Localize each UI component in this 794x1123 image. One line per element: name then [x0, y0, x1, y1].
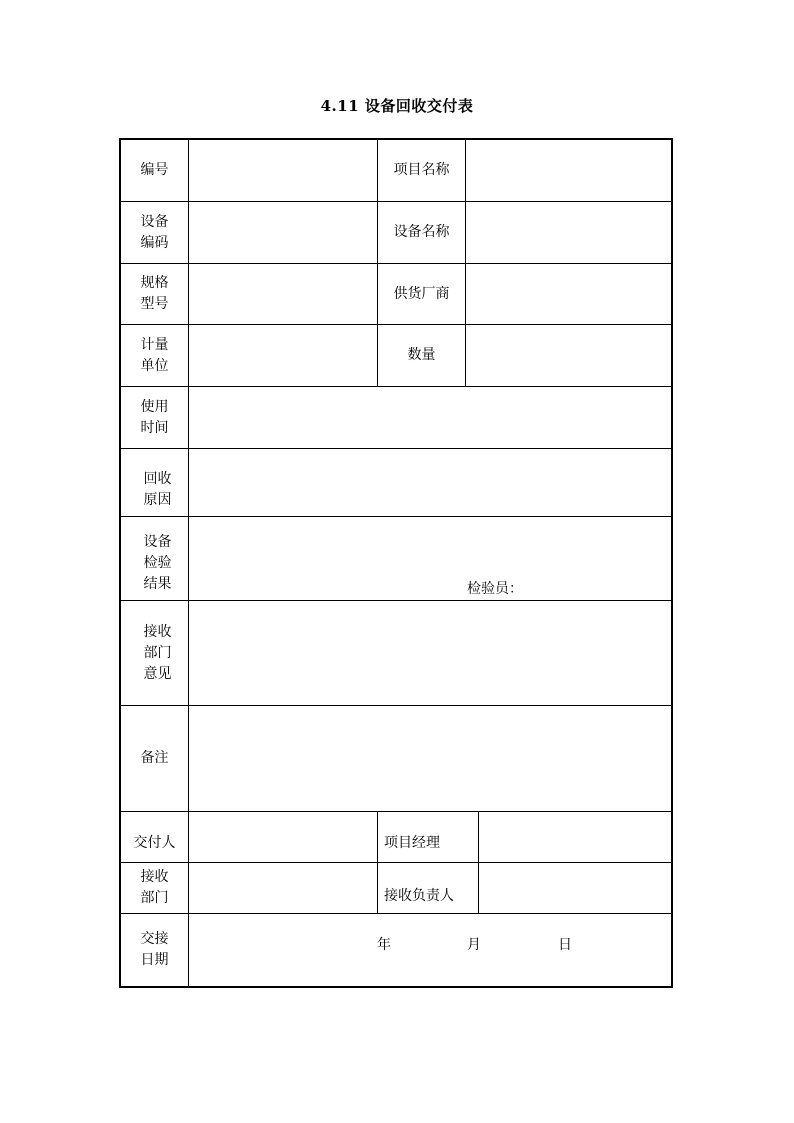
field-equipment-name[interactable]	[466, 202, 671, 263]
field-inspection-result[interactable]	[189, 517, 671, 600]
field-supplier[interactable]	[466, 264, 671, 324]
field-equipment-code[interactable]	[189, 202, 377, 263]
label-unit: 计量 单位	[140, 336, 169, 374]
label-recovery-reason: 回收 原因	[143, 470, 172, 508]
field-usage-time[interactable]	[189, 387, 671, 448]
label-inspection-result: 设备 检验 结果	[143, 534, 172, 592]
field-receiving-responsible[interactable]	[479, 863, 671, 913]
label-receiving-dept: 接收 部门	[140, 869, 169, 906]
field-unit[interactable]	[189, 325, 377, 386]
label-handover-date: 交接 日期	[140, 931, 169, 968]
field-handover-date[interactable]	[189, 914, 671, 986]
date-month-label: 月	[467, 937, 481, 953]
label-receiving-dept-opinion: 接收 部门 意见	[143, 623, 172, 682]
label-usage-time: 使用 时间	[140, 398, 169, 436]
label-deliverer: 交付人	[133, 834, 176, 851]
form-title: 4.11 设备回收交付表	[320, 97, 474, 115]
field-receiving-dept[interactable]	[189, 863, 377, 913]
label-spec-model: 规格 型号	[140, 275, 169, 312]
label-project-name: 项目名称	[393, 162, 450, 178]
field-remarks[interactable]	[189, 706, 671, 811]
label-equipment-name: 设备名称	[393, 224, 450, 240]
field-project-manager[interactable]	[479, 812, 671, 862]
field-spec-model[interactable]	[189, 264, 377, 324]
field-recovery-reason[interactable]	[189, 449, 671, 516]
table-border-bottom	[119, 986, 673, 988]
label-equipment-code: 设备 编码	[140, 213, 169, 251]
label-supplier: 供货厂商	[393, 285, 450, 302]
label-quantity: 数量	[407, 347, 436, 363]
label-receiving-responsible: 接收负责人	[384, 887, 454, 904]
label-inspector: 检验员：	[467, 581, 523, 597]
date-day-label: 日	[558, 937, 572, 953]
label-project-manager: 项目经理	[384, 834, 440, 851]
label-remarks: 备注	[140, 750, 169, 766]
field-serial-no[interactable]	[189, 140, 377, 201]
field-receiving-dept-opinion[interactable]	[189, 601, 671, 705]
field-quantity[interactable]	[466, 325, 671, 386]
label-serial-no: 编号	[140, 162, 169, 178]
table-border-right	[671, 138, 673, 988]
field-deliverer[interactable]	[189, 812, 377, 862]
date-year-label: 年	[377, 937, 391, 953]
field-project-name[interactable]	[466, 140, 671, 201]
